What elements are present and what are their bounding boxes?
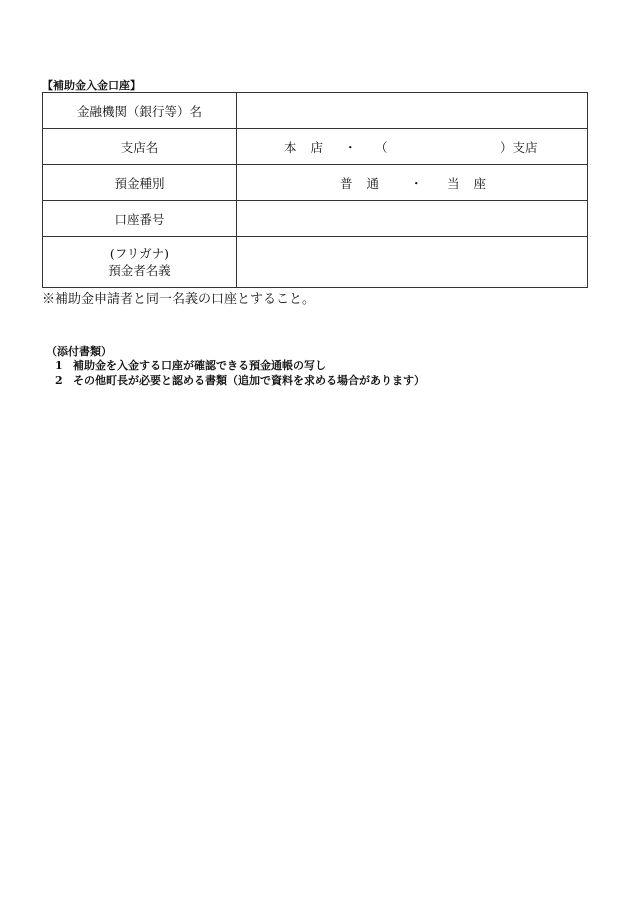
section-title: 【補助金入金口座】	[42, 79, 141, 92]
account-type-field[interactable]	[237, 165, 588, 201]
table-row	[43, 201, 588, 237]
table-row	[43, 129, 588, 165]
branch-suffix: ）支店	[500, 139, 538, 155]
account-type-options	[237, 165, 587, 200]
option-current[interactable]: 当座	[447, 175, 501, 191]
separator-dot: ・	[344, 139, 357, 155]
label-bank-name: 金融機関（銀行等）名	[43, 93, 237, 129]
attachments-list	[55, 358, 425, 388]
option-ordinary[interactable]: 普通	[340, 175, 394, 191]
table-row	[43, 93, 588, 129]
bank-name-field[interactable]	[237, 93, 588, 129]
branch-name-field[interactable]	[237, 129, 588, 165]
attachments-title: （添付書類）	[46, 345, 112, 358]
open-paren: （	[375, 139, 388, 155]
item-number: 1	[55, 359, 63, 372]
label-account-type: 預金種別	[43, 165, 237, 201]
table-row	[43, 165, 588, 201]
account-holder-field[interactable]	[237, 237, 588, 288]
account-note: ※補助金申請者と同一名義の口座とすること。	[42, 292, 316, 307]
item-text: 補助金を入金する口座が確認できる預金通帳の写し	[73, 359, 326, 372]
label-account-number: 口座番号	[43, 201, 237, 237]
label-furigana: (フリガナ)	[109, 246, 170, 261]
item-text: その他町長が必要と認める書類（追加で資料を求める場合があります）	[73, 374, 425, 387]
label-branch-name: 支店名	[43, 129, 237, 165]
account-number-field[interactable]	[237, 201, 588, 237]
branch-options	[237, 129, 587, 164]
item-number: 2	[55, 374, 63, 387]
separator-dot: ・	[410, 175, 423, 191]
label-holder-name: 預金者名義	[108, 263, 171, 278]
option-head-office[interactable]: 本店	[284, 139, 338, 155]
bank-account-table	[42, 92, 588, 288]
list-item	[55, 373, 425, 388]
list-item	[55, 358, 425, 373]
label-account-holder	[43, 237, 237, 288]
table-row	[43, 237, 588, 288]
